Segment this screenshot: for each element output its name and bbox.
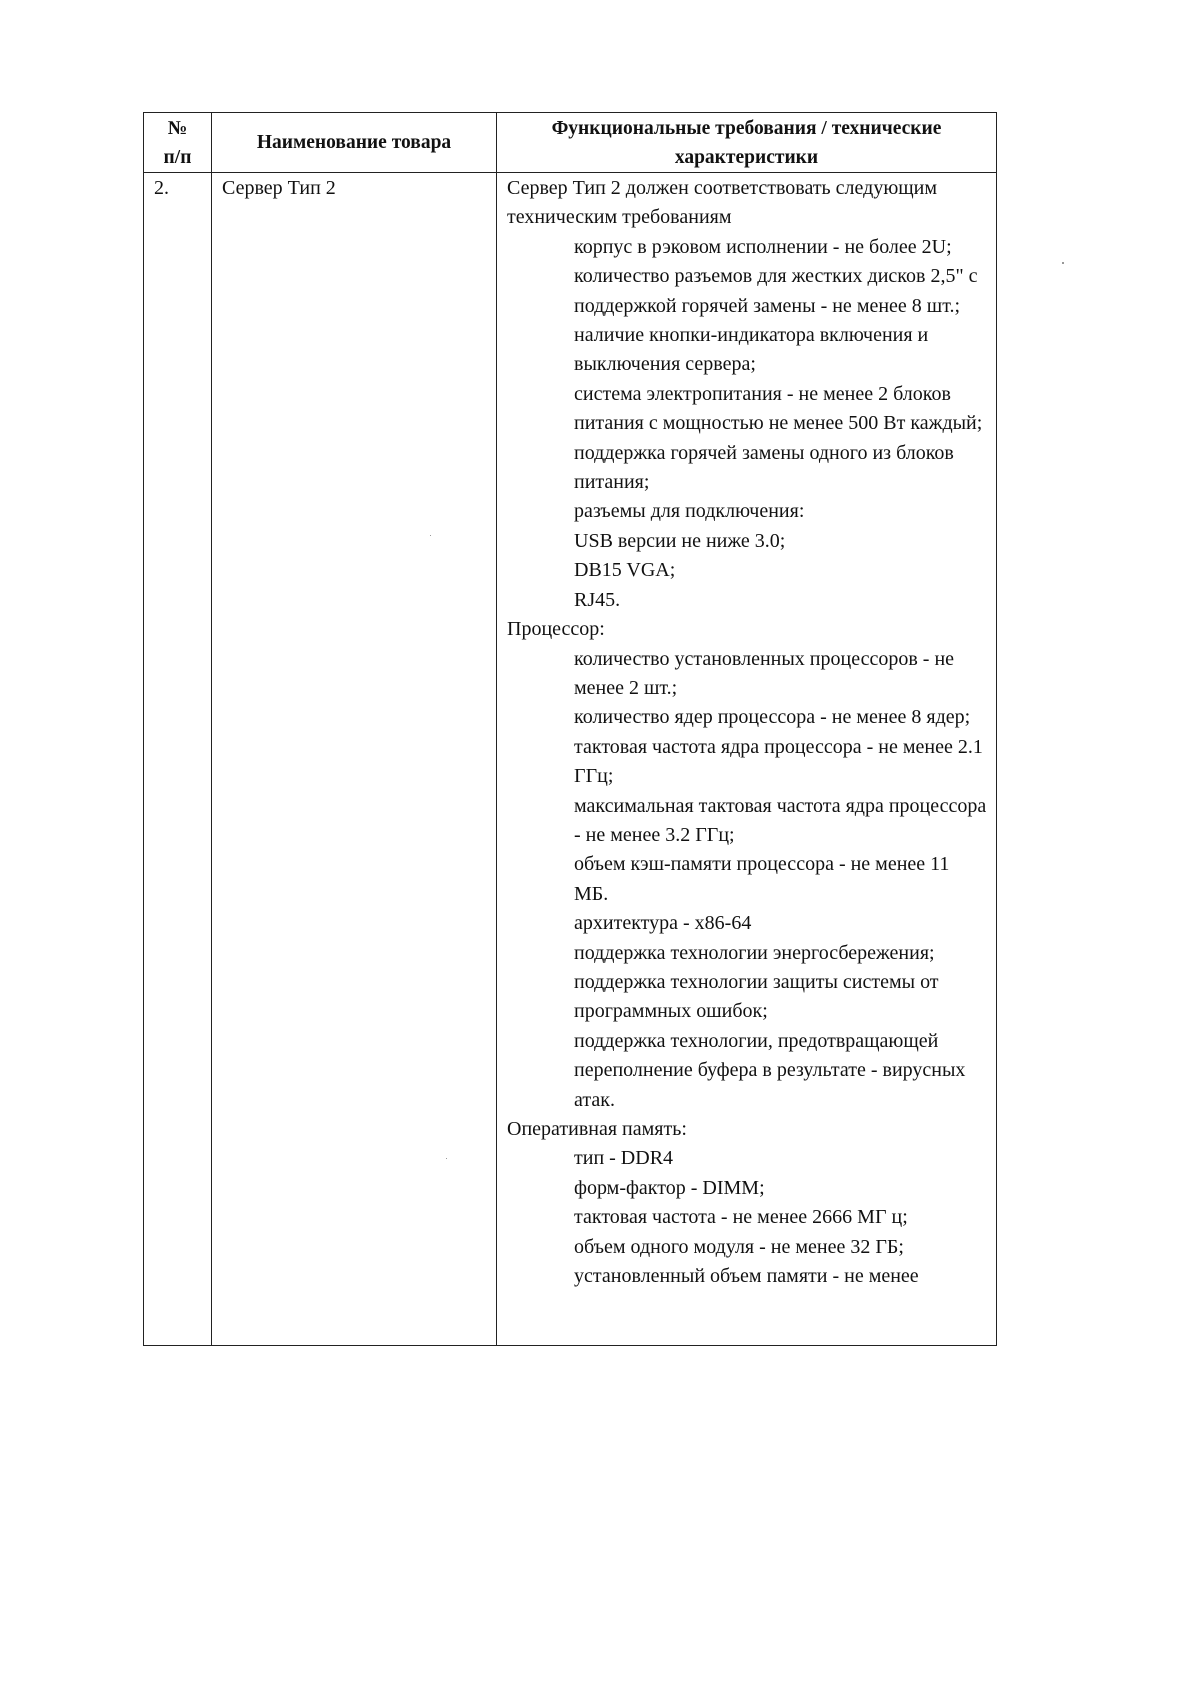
scan-speck — [430, 535, 431, 536]
header-name — [212, 113, 497, 173]
scan-speck — [1062, 262, 1064, 264]
spec-line: объем кэш-памяти процессора - не менее 11 МБ. — [574, 853, 950, 905]
spec-line: объем одного модуля - не менее 32 ГБ; — [574, 1235, 904, 1258]
spec-line: тактовая частота ядра процессора - не менее 2.1 ГГц; — [574, 735, 983, 788]
spec-line: поддержка горячей замены одного из блоков питания; — [574, 441, 954, 494]
spec-line: RJ45. — [574, 588, 621, 611]
spec-line: количество ядер процессора - не менее 8 ядер; — [574, 706, 971, 729]
header-spec — [497, 113, 997, 173]
spec-line: разъемы для подключения: — [574, 500, 805, 523]
row-spec-cell — [497, 173, 997, 1346]
spec-line: архитектура - x86-64 — [574, 912, 752, 935]
scan-speck — [446, 1158, 447, 1159]
spec-line: тип - DDR4 — [574, 1147, 674, 1170]
spec-line: количество установленных процессоров - не менее 2 шт.; — [574, 647, 955, 699]
table-row — [144, 173, 997, 1346]
row-name-cell — [212, 173, 497, 1346]
spec-line: форм-фактор - DIMM; — [574, 1176, 765, 1199]
spec-line: поддержка технологии энергосбережения; — [574, 941, 935, 964]
spec-line: наличие кнопки-индикатора включения и выключения сервера; — [574, 324, 929, 376]
spec-line: корпус в рэковом исполнении - не более 2U; — [574, 235, 952, 258]
spec-line: установленный объем памяти - не менее — [574, 1265, 919, 1288]
header-spec-label: Функциональные требования / технические характеристики — [551, 117, 942, 168]
spec-line: поддержка технологии защиты системы от программных ошибок; — [574, 970, 939, 1023]
spec-line: максимальная тактовая частота ядра процессора - не менее 3.2 ГГц; — [574, 794, 987, 846]
spec-table — [143, 112, 997, 1346]
spec-line: Сервер Тип 2 должен соответствовать следующим техническим требованиям — [507, 177, 938, 229]
spec-line: тактовая частота - не менее 2666 МГ ц; — [574, 1206, 908, 1229]
header-name-label: Наименование товара — [256, 132, 452, 153]
spec-line: Процессор: — [507, 618, 605, 641]
row-name: Сервер Тип 2 — [222, 177, 336, 199]
spec-list — [507, 174, 988, 1291]
spec-line: USB версии не ниже 3.0; — [574, 529, 786, 552]
spec-line: система электропитания - не менее 2 блоков питания с мощностью не менее 500 Вт каждый; — [574, 382, 983, 435]
header-num-label: № п/п — [163, 117, 192, 168]
table-header-row — [144, 113, 997, 173]
spec-line: Оперативная память: — [507, 1118, 687, 1140]
spec-line: DB15 VGA; — [574, 559, 676, 582]
header-num — [144, 113, 212, 173]
spec-line: количество разъемов для жестких дисков 2,5" с поддержкой горячей замены - не менее 8 шт.; — [574, 265, 978, 317]
spec-line: поддержка технологии, предотвращающей переполнение буфера в результате - вирусных атак. — [574, 1029, 966, 1111]
row-num: 2. — [154, 177, 169, 199]
row-num-cell — [144, 173, 212, 1346]
